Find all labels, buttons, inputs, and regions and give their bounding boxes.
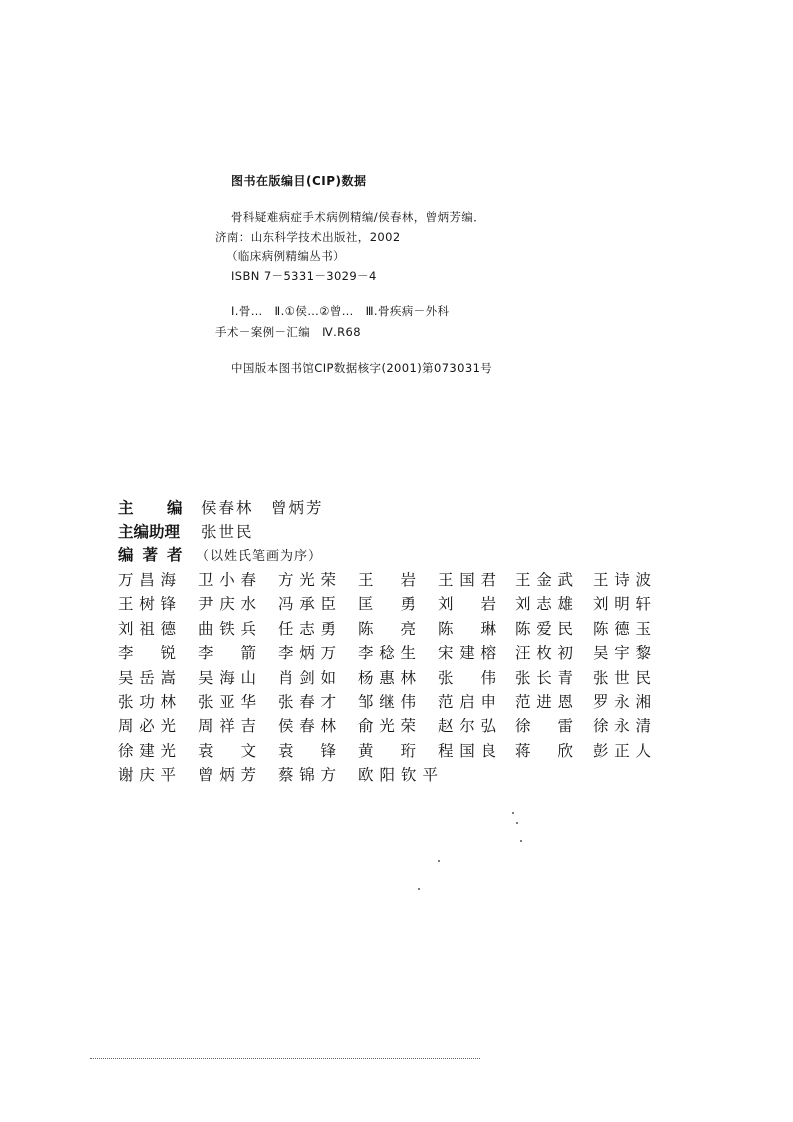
author-name: 汪枚初: [515, 644, 573, 663]
cip-line-publisher: 济南：山东科学技术出版社，2002: [215, 230, 401, 244]
author-name: 宋建榕: [438, 644, 496, 663]
author-name: 李锐: [118, 644, 176, 663]
author-name: 张世民: [593, 668, 651, 687]
author-name: 陈琳: [438, 619, 496, 638]
author-name: 刘祖德: [118, 619, 176, 638]
author-name: 王国君: [438, 571, 496, 589]
credits-block: [0, 480, 793, 800]
author-name: 张功林: [118, 693, 176, 711]
author-name: 吴岳嵩: [118, 668, 176, 687]
assistant-label: 主编助理: [118, 523, 181, 541]
author-name: 徐永清: [593, 717, 651, 736]
author-name: 袁文: [198, 741, 256, 760]
cip-line-title-author: 骨科疑难病症手术病例精编/侯春林，曾炳芳编．: [231, 210, 486, 224]
author-name: 蒋欣: [515, 741, 573, 760]
author-name: 张伟: [438, 668, 496, 687]
cip-block: [0, 0, 793, 400]
cip-line-classification-cont: 手术－案例－汇编 Ⅳ.R68: [215, 325, 361, 339]
author-name: 张长青: [515, 668, 573, 687]
author-name: 徐建光: [118, 741, 176, 760]
author-name: 俞光荣: [358, 717, 416, 736]
speck: [418, 888, 420, 890]
author-name: 方光荣: [278, 571, 336, 589]
chief-editors-label: 主 编: [118, 499, 192, 517]
author-name: 侯春林: [278, 717, 336, 736]
author-name: 曾炳芳: [198, 766, 256, 785]
author-name: 刘明轩: [593, 595, 651, 614]
author-name: 周祥吉: [198, 717, 256, 736]
author-name: 赵尔弘: [438, 717, 496, 736]
author-name: 范进恩: [515, 693, 573, 711]
author-name: 王岩: [358, 571, 416, 589]
author-name: 匡勇: [358, 595, 416, 614]
author-name: 李炳万: [278, 644, 336, 663]
cip-line-series: （临床病例精编丛书）: [226, 249, 345, 263]
authors-label: 编著者: [118, 546, 192, 564]
author-name: 冯承臣: [278, 595, 336, 614]
cip-line-isbn: ISBN 7－5331－3029－4: [231, 269, 377, 283]
author-name: 陈德玉: [593, 619, 651, 638]
chief-editors-value: 侯春林 曾炳芳: [201, 499, 324, 517]
author-name: 徐雷: [515, 717, 573, 736]
author-name: 周必光: [118, 717, 176, 736]
author-name: 袁锋: [278, 741, 336, 760]
author-name: 彭正人: [593, 741, 651, 760]
author-name: 卫小春: [198, 571, 256, 589]
author-name: 肖剑如: [278, 668, 336, 687]
author-name: 陈亮: [358, 619, 416, 638]
author-name: 欧阳钦平: [358, 766, 438, 785]
author-name: 谢庆平: [118, 766, 176, 785]
author-name: 李箭: [198, 644, 256, 663]
author-name: 王诗波: [593, 571, 651, 589]
author-name: 李稔生: [358, 644, 416, 663]
author-name: 黄珩: [358, 741, 416, 760]
author-name: 程国良: [438, 741, 496, 760]
author-name: 万昌海: [118, 571, 176, 589]
author-name: 张春才: [278, 693, 336, 711]
speck: [512, 812, 514, 814]
author-name: 张亚华: [198, 693, 256, 711]
author-name: 王树锋: [118, 595, 176, 614]
author-name: 曲铁兵: [198, 619, 256, 638]
cip-title: 图书在版编目(CIP)数据: [231, 174, 367, 188]
assistant-value: 张世民: [201, 523, 254, 541]
author-name: 刘岩: [438, 595, 496, 614]
speck: [520, 840, 522, 842]
author-name: 吴海山: [198, 668, 256, 687]
author-name: 任志勇: [278, 619, 336, 638]
author-name: 尹庆水: [198, 595, 256, 614]
author-name: 蔡锦方: [278, 766, 336, 785]
author-name: 王金武: [515, 571, 573, 589]
author-name: 刘志雄: [515, 595, 573, 614]
scan-artifact-line: [90, 1058, 480, 1060]
author-name: 杨惠林: [358, 668, 416, 687]
authors-order-note: （以姓氏笔画为序）: [196, 549, 323, 564]
speck: [516, 822, 518, 824]
cip-line-record-number: 中国版本图书馆CIP数据核字(2001)第073031号: [231, 361, 493, 375]
author-name: 邹继伟: [358, 693, 416, 711]
author-name: 吴宇黎: [593, 644, 651, 663]
speck: [438, 860, 440, 862]
author-name: 陈爱民: [515, 619, 573, 638]
author-name: 范启申: [438, 693, 496, 711]
cip-line-classification: Ⅰ.骨… Ⅱ.①侯…②曾… Ⅲ.骨疾病－外科: [231, 304, 450, 318]
author-name: 罗永湘: [593, 693, 651, 711]
